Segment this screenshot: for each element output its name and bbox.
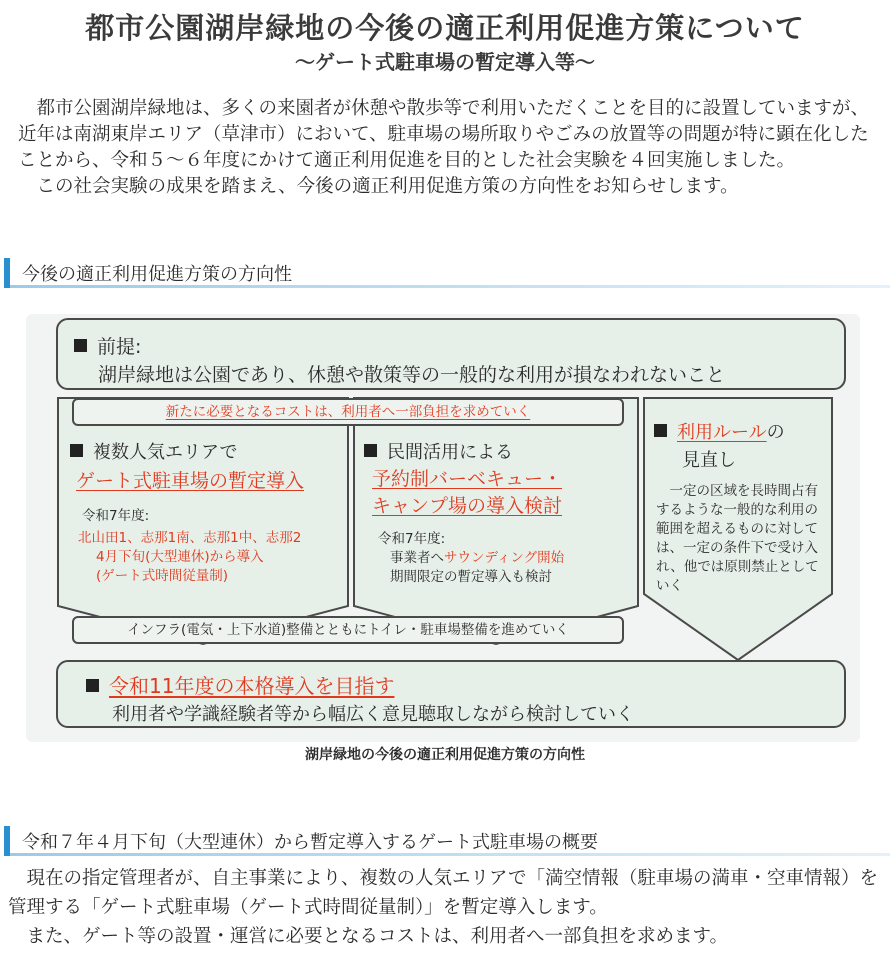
col1-detail-2: 4月下旬(大型連休)から導入	[96, 549, 264, 565]
col2-head-red-1: 予約制バーベキュー・	[372, 468, 563, 490]
gate-parking-paragraph: 現在の指定管理者が、自主事業により、複数の人気エリアで「満空情報（駐車場の満車・空車情報）を管理する「ゲート式駐車場（ゲート式時間従量制）」を暫定導入します。	[8, 868, 879, 918]
goal-red: 令和11年度の本格導入を目指す	[109, 674, 395, 698]
col2-detail-2: 期間限定の暫定導入も検討	[390, 569, 552, 585]
col2-detail-prefix: 事業者へ	[390, 550, 444, 566]
infra-banner: インフラ(電気・上下水道)整備とともにトイレ・駐車場整備を進めていく	[72, 616, 624, 644]
section-heading-rule	[10, 853, 890, 856]
bullet-square-icon	[70, 444, 83, 457]
col2-year: 令和7年度:	[378, 531, 446, 547]
section-heading-gate-parking	[4, 826, 890, 856]
col2-head-black: 民間活用による	[387, 442, 513, 463]
intro-paragraph: 都市公園湖岸緑地は、多くの来園者が休憩や散歩等で利用いただくことを目的に設置していますが、近年は南湖東岸エリア（草津市）において、駐車場の場所取りやごみの放置等の問題が特に顕在化したことから、令和５～６年度にかけて適正利用促進を目的とした社会実験を４回実施しました。	[18, 98, 870, 171]
col1-head-red: ゲート式駐車場の暫定導入	[76, 470, 305, 492]
col3-body: 一定の区域を長時間占有するような一般的な利用の範囲を超えるものに対しては、一定の条件下で受け入れ、他では原則禁止としていく	[656, 483, 819, 594]
col2-head-red-2: キャンプ場の導入検討	[372, 495, 563, 517]
col3-content	[654, 418, 830, 596]
goal-box	[56, 660, 846, 728]
col3-head-line2: 見直し	[682, 450, 736, 471]
col2-content	[364, 438, 634, 587]
premise-label: 前提:	[97, 336, 142, 358]
intro-paragraph: この社会実験の成果を踏まえ、今後の適正利用促進方策の方向性をお知らせします。	[36, 176, 739, 197]
goal-text: 利用者や学識経験者等から幅広く意見聴取しながら検討していく	[112, 704, 634, 725]
cost-banner: 新たに必要となるコストは、利用者へ一部負担を求めていく	[72, 398, 624, 426]
bullet-square-icon	[86, 679, 99, 692]
col3-head-black: の	[766, 422, 785, 443]
page-title: 都市公園湖岸緑地の今後の適正利用促進方策について	[85, 11, 805, 45]
col2-detail-red: サウンディング開始	[444, 550, 565, 566]
section-heading-text: 今後の適正利用促進方策の方向性	[22, 264, 292, 285]
section-heading-rule	[10, 285, 890, 288]
bullet-square-icon	[364, 444, 377, 457]
premise-text: 湖岸緑地は公園であり、休憩や散策等の一般的な利用が損なわれないこと	[98, 364, 726, 386]
gate-parking-paragraph: また、ゲート等の設置・運営に必要となるコストは、利用者へ一部負担を求めます。	[26, 926, 729, 947]
section-heading-direction	[4, 258, 890, 288]
col1-content	[70, 438, 344, 586]
col3-head-red: 利用ルール	[677, 422, 767, 443]
bullet-square-icon	[654, 424, 667, 437]
premise-box	[56, 318, 846, 390]
gate-parking-text	[8, 864, 884, 951]
page-subtitle: ～ゲート式駐車場の暫定導入等～	[295, 50, 595, 74]
section-heading-text: 令和７年４月下旬（大型連休）から暫定導入するゲート式駐車場の概要	[22, 832, 598, 853]
intro-text	[18, 96, 884, 200]
col1-year: 令和7年度:	[82, 508, 150, 524]
diagram-caption: 湖岸緑地の今後の適正利用促進方策の方向性	[305, 747, 585, 763]
policy-diagram	[26, 314, 860, 742]
col1-detail-3: (ゲート式時間従量制)	[96, 568, 229, 584]
col1-head-black: 複数人気エリアで	[93, 442, 238, 463]
bullet-square-icon	[74, 339, 87, 352]
col1-detail-1: 北山田1、志那1南、志那1中、志那2	[78, 530, 302, 546]
